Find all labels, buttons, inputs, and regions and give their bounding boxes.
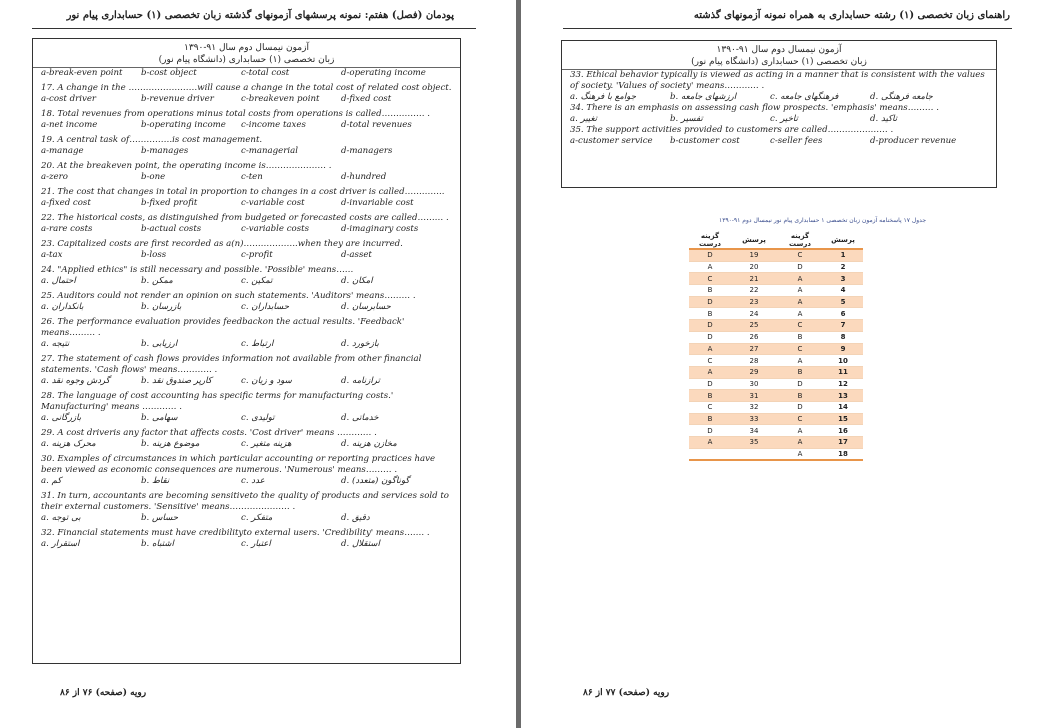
answer-cell: B [689,390,731,402]
question-options [41,302,452,313]
question-number-cell: 35 [731,437,777,449]
question-stem: 25. Auditors could not render an opinion on such statements. 'Auditors' means……… . [41,291,416,301]
question-options [570,114,988,125]
question-number-cell: 34 [731,425,777,437]
answer-cell: D [689,296,731,308]
option-b: b. اشتباه [141,539,174,549]
answer-cell [689,448,731,460]
answer-cell: A [689,261,731,273]
option-a: a-break-even point [41,68,123,78]
answer-cell: D [689,331,731,343]
answer-cell: C [777,249,823,261]
question-stem: 23. Capitalized costs are first recorded as a(n)……………….when they are incurred. [41,239,403,249]
question-item [41,391,452,424]
question-number-cell: 22 [731,285,777,297]
option-a: a-customer service [570,136,653,146]
option-a: a-zero [41,172,68,182]
question-options [41,198,452,209]
answer-table-row [689,249,863,261]
question-options [41,513,452,524]
option-c: c-total cost [241,68,290,78]
option-c: c. فرهنگهای جامعه [770,92,839,102]
option-d: d. خدماتی [341,413,379,423]
answer-cell: B [777,390,823,402]
answer-table-row [689,296,863,308]
option-a: a. محرک هزینه [41,439,96,449]
question-stem: 29. A cost driveris any factor that affects costs. 'Cost driver' means ………… . [41,428,377,438]
answer-cell: D [689,425,731,437]
question-options [41,276,452,287]
option-b: b. ممکن [141,276,173,286]
option-b: b-revenue driver [141,94,214,104]
answer-table-row [689,413,863,425]
option-a: a. گردش وجوه نقد [41,376,110,386]
exam-title-line-1: آزمون نیمسال دوم سال ۹۱-۱۳۹۰ [184,43,309,53]
question-number-cell: 24 [731,308,777,320]
option-c: c. سود و زیان [241,376,292,386]
option-d: d. دقیق [341,513,370,523]
document-page-76 [0,0,516,728]
question-number-cell: 6 [823,308,863,320]
option-d: d-invariable cost [341,198,414,208]
answer-cell: B [689,413,731,425]
question-number-cell: 18 [823,448,863,460]
option-d: d. استقلال [341,539,380,549]
question-number-cell: 8 [823,331,863,343]
question-number-cell: 26 [731,331,777,343]
answer-cell: B [689,308,731,320]
answer-cell: B [777,331,823,343]
answer-cell: A [777,355,823,367]
question-item [41,187,452,209]
question-options [41,120,452,131]
answer-cell: A [777,448,823,460]
option-a: a. کم [41,476,62,486]
question-item [570,70,988,103]
option-c: c. ارتباط [241,339,274,349]
question-item [570,125,988,147]
option-b: b-loss [141,250,167,260]
question-stem: 33. Ethical behavior typically is viewed as acting in a manner that is consistent with the values of society. 'Values of society' means………… . [570,70,985,91]
option-d: d. تاکید [870,114,898,124]
exam-title-line-1: آزمون نیمسال دوم سال ۹۱-۱۳۹۰ [716,45,842,55]
option-b: b-operating income [141,120,226,130]
question-stem: 21. The cost that changes in total in proportion to changes in a cost driver is called………….. [41,187,445,197]
option-c: c-income taxes [241,120,306,130]
option-b: b. بازرسان [141,302,182,312]
question-options [41,376,452,387]
question-options [41,476,452,487]
question-item [41,291,452,313]
answer-table-row [689,331,863,343]
question-item [41,135,452,157]
option-c: c-ten [241,172,263,182]
answer-cell: A [777,285,823,297]
option-c: c. عدد [241,476,265,486]
question-number-cell: 20 [731,261,777,273]
option-b: b-cost object [141,68,197,78]
answer-table-row [689,320,863,332]
question-number-cell: 28 [731,355,777,367]
option-c: c. تولیدی [241,413,275,423]
answer-table-row [689,273,863,285]
question-stem: 22. The historical costs, as distinguished from budgeted or forecasted costs are called……… . [41,213,449,223]
answer-table-row [689,366,863,378]
option-d: d. جامعه فرهنگی [870,92,933,102]
exam-title [33,42,460,66]
option-a: a-rare costs [41,224,93,234]
answer-cell: A [777,437,823,449]
question-stem: 24. "Applied ethics" is still necessary and possible. 'Possible' means…… [41,265,354,275]
answer-cell: B [689,285,731,297]
option-a: a-cost driver [41,94,97,104]
option-d: d-managers [341,146,393,156]
question-number-cell: 1 [823,249,863,261]
question-number-cell: 17 [823,437,863,449]
option-a: a. احتمال [41,276,76,286]
question-options [41,413,452,424]
option-d: d. گوناگون (متعدد) [341,476,410,486]
question-number-cell: 30 [731,378,777,390]
question-number-cell: 2 [823,261,863,273]
option-c: c-managerial [241,146,298,156]
question-stem: 34. There is an emphasis on assessing cash flow prospects. 'emphasis' means……… . [570,103,939,113]
option-b: b. کارپر صندوق نقد [141,376,212,386]
question-number-cell: 25 [731,320,777,332]
option-d: d. بازخورد [341,339,379,349]
question-options [41,94,452,105]
question-item [41,454,452,487]
question-number-cell: 31 [731,390,777,402]
option-a: a-manage [41,146,84,156]
question-item [41,354,452,387]
answer-table-row [689,343,863,355]
question-stem: 20. At the breakeven point, the operating income is………………… . [41,161,332,171]
option-a: a. بازرگانی [41,413,82,423]
answer-table-row [689,448,863,460]
question-item [41,428,452,450]
answer-table-row [689,401,863,413]
option-b: b-manages [141,146,189,156]
question-item [41,317,452,350]
option-c: c. اعتبار [241,539,271,549]
question-options [41,539,452,550]
option-a: a. بانکداران [41,302,84,312]
answer-table-caption: جدول ۱۷ پاسخنامه آزمون زبان تخصصی ۱ حسابداری پیام نور نیمسال دوم ۹۱-۱۳۹۰ [719,217,927,224]
question-number-cell: 27 [731,343,777,355]
option-c: c. هزینه متغیر [241,439,292,449]
question-number-cell: 13 [823,390,863,402]
question-options [41,68,452,79]
option-d: d-total revenues [341,120,412,130]
question-item [41,239,452,261]
option-c: c-breakeven point [241,94,320,104]
question-item [570,103,988,125]
answer-cell: A [777,273,823,285]
option-d: d-hundred [341,172,387,182]
question-item [41,83,452,105]
question-item [41,491,452,524]
question-options [41,224,452,235]
question-number-cell: 10 [823,355,863,367]
header-question-2: پرسش [731,232,777,249]
answer-table-row [689,261,863,273]
answer-cell: A [689,343,731,355]
page-header: پودمان (فصل) هفتم: نمونه پرسشهای آزمونهای گذشته زبان تخصصی (۱) حسابداری پیام نور [66,10,454,21]
question-number-cell: 29 [731,366,777,378]
answer-table-row [689,378,863,390]
question-number-cell: 11 [823,366,863,378]
question-number-cell: 16 [823,425,863,437]
option-b: b-actual costs [141,224,202,234]
option-a: a-fixed cost [41,198,91,208]
question-number-cell: 9 [823,343,863,355]
option-a: a-tax [41,250,63,260]
exam-box [561,40,997,188]
option-b: b. تفسیر [670,114,703,124]
option-b: b-fixed profit [141,198,198,208]
question-item [41,265,452,287]
question-list [33,68,460,550]
option-c: c. متفکر [241,513,273,523]
page-footer: رویه (صفحه) ۷۷ از ۸۶ [583,688,670,698]
option-d: d. ترازنامه [341,376,380,386]
header-rule [32,28,476,29]
question-item [41,161,452,183]
exam-box [32,38,461,664]
question-stem: 27. The statement of cash flows provides information not available from other financial statements. 'Cash flows' means………… . [41,354,422,375]
option-b: b. سهامی [141,413,178,423]
question-options [41,250,452,261]
answer-cell: B [777,366,823,378]
question-number-cell: 15 [823,413,863,425]
option-d: d-fixed cost [341,94,392,104]
question-stem: 32. Financial statements must have credibilityto external users. 'Credibility' means……. . [41,528,430,538]
header-question-1: پرسش [823,232,863,249]
answer-table-row [689,308,863,320]
exam-title [562,44,996,68]
option-c: c. تمکین [241,276,273,286]
option-a: a. نتیجه [41,339,70,349]
answer-cell: A [689,366,731,378]
answer-cell: A [777,308,823,320]
option-d: d-asset [341,250,372,260]
question-stem: 26. The performance evaluation provides feedbackon the actual results. 'Feedback' means……… . [41,317,405,338]
question-item [41,213,452,235]
option-b: b-customer cost [670,136,740,146]
answer-cell: A [777,425,823,437]
question-stem: 18. Total revenues from operations minus total costs from operations is called…………… . [41,109,431,119]
question-item [41,528,452,550]
question-number-cell: 5 [823,296,863,308]
question-number-cell: 7 [823,320,863,332]
exam-title-line-2: زبان تخصصی (۱) حسابداری (دانشگاه پیام نور) [691,57,867,67]
question-number-cell: 32 [731,401,777,413]
question-number-cell: 12 [823,378,863,390]
answer-table-row [689,285,863,297]
answer-cell: C [777,343,823,355]
question-options [41,146,452,157]
option-a: a. استقرار [41,539,80,549]
question-number-cell: 23 [731,296,777,308]
option-c: c-seller fees [770,136,823,146]
option-b: b. موضوع هزینه [141,439,200,449]
option-c: c-variable cost [241,198,305,208]
answer-table-header [689,232,863,249]
option-c: c-profit [241,250,273,260]
question-number-cell: 21 [731,273,777,285]
answer-table-row [689,355,863,367]
question-number-cell: 33 [731,413,777,425]
answer-cell: D [777,261,823,273]
question-stem: 30. Examples of circumstances in which particular accounting or reporting practices have been viewed as economic consequences are numerous. 'Numerous' means……… . [41,454,436,475]
option-a: a. بی توجه [41,513,81,523]
question-options [41,439,452,450]
answer-cell: D [777,401,823,413]
option-b: b. نقاط [141,476,170,486]
answer-cell: C [689,355,731,367]
answer-table-row [689,437,863,449]
answer-cell: D [777,378,823,390]
question-options [41,172,452,183]
page-header: راهنمای زبان تخصصی (۱) رشته حسابداری به همراه نمونه آزمونهای گذشته [693,10,1010,21]
option-a: a. جوامع با فرهنگ [570,92,637,102]
option-a: a-net income [41,120,98,130]
option-b: b. ارزیابی [141,339,178,349]
answer-cell: A [689,437,731,449]
answer-cell: C [777,413,823,425]
question-item [41,109,452,131]
page-footer: رویه (صفحه) ۷۶ از ۸۶ [60,688,147,698]
option-d: d. امکان [341,276,373,286]
question-number-cell: 14 [823,401,863,413]
answer-cell: C [689,401,731,413]
question-number-cell [731,448,777,460]
header-answer-1: گزینه درست [777,232,823,249]
question-options [41,339,452,350]
option-d: d-operating income [341,68,426,78]
option-c: c-variable costs [241,224,310,234]
exam-title-line-2: زبان تخصصی (۱) حسابداری (دانشگاه پیام نور) [158,55,335,65]
option-b: b. حساس [141,513,179,523]
question-options [570,136,988,147]
answer-cell: D [689,378,731,390]
option-d: d-imaginary costs [341,224,419,234]
header-rule [563,28,1012,29]
answer-cell: C [777,320,823,332]
answer-table-row [689,425,863,437]
question-stem: 31. In turn, accountants are becoming sensitiveto the quality of products and services sold to their external customers. 'Sensitive' means………………… . [41,491,449,512]
option-d: d. مخازن هزینه [341,439,397,449]
question-stem: 35. The support activities provided to customers are called………………… . [570,125,894,135]
answer-cell: D [689,320,731,332]
header-answer-2: گزینه درست [689,232,731,249]
option-d: d-producer revenue [870,136,957,146]
document-page-77 [521,0,1040,728]
option-c: c. تاخیر [770,114,798,124]
question-stem: 28. The language of cost accounting has specific terms for manufacturing costs.' Manufacturing' means ………… . [41,391,394,412]
option-b: b. ارزشهای جامعه [670,92,737,102]
question-options [570,92,988,103]
answer-key-table [689,232,863,461]
option-c: c. حسابداران [241,302,290,312]
option-d: d. حسابرسان [341,302,391,312]
answer-cell: A [777,296,823,308]
question-list [562,70,996,147]
question-number-cell: 4 [823,285,863,297]
answer-cell: D [689,249,731,261]
question-number-cell: 19 [731,249,777,261]
option-b: b-one [141,172,166,182]
question-stem: 17. A change in the ……………………will cause a change in the total cost of related cost object. [41,83,452,93]
question-stem: 19. A central task of……………is cost management. [41,135,263,145]
answer-cell: C [689,273,731,285]
answer-table-row [689,390,863,402]
option-a: a. تغییر [570,114,598,124]
question-number-cell: 3 [823,273,863,285]
